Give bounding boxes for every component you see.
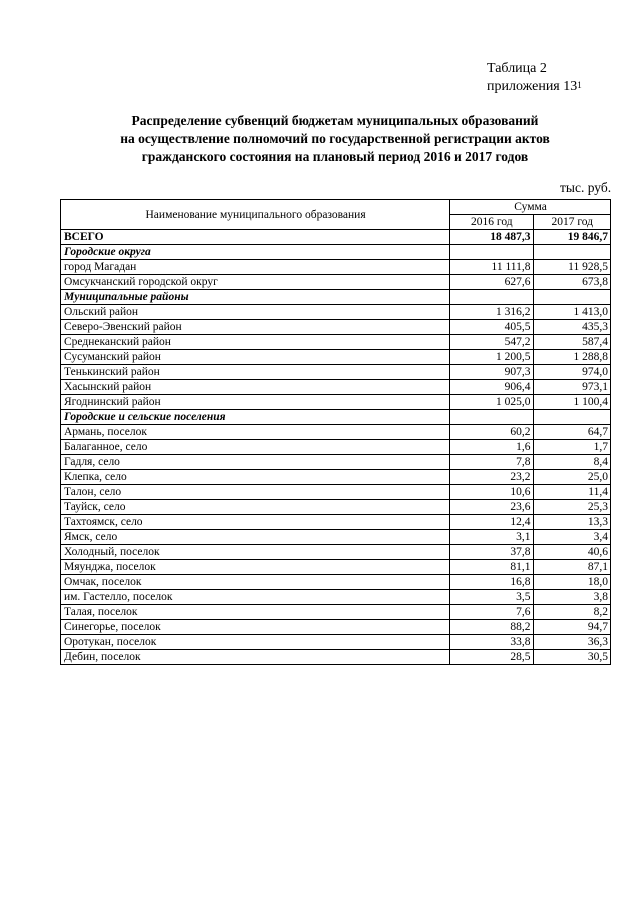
municipality-name: Омчак, поселок [61, 575, 450, 590]
appendix-superscript: 1 [577, 80, 582, 90]
amount-2017: 3,8 [533, 590, 611, 605]
amount-2017: 36,3 [533, 635, 611, 650]
section-empty-2016 [450, 245, 533, 260]
section-empty-2017 [533, 410, 611, 425]
municipality-name: Ольский район [61, 305, 450, 320]
currency-unit: тыс. руб. [560, 180, 612, 195]
amount-2016: 28,5 [450, 650, 533, 665]
section-header-row [61, 290, 611, 305]
municipality-name: Синегорье, поселок [61, 620, 450, 635]
table-header-row [61, 200, 611, 215]
amount-2016: 33,8 [450, 635, 533, 650]
header-2017: 2017 год [533, 215, 611, 230]
total-2017: 19 846,7 [533, 230, 611, 245]
amount-2016: 16,8 [450, 575, 533, 590]
appendix-line1: Таблица 2 [487, 61, 547, 76]
table-row [61, 275, 611, 290]
amount-2017: 973,1 [533, 380, 611, 395]
amount-2016: 405,5 [450, 320, 533, 335]
amount-2016: 3,5 [450, 590, 533, 605]
amount-2016: 1 025,0 [450, 395, 533, 410]
municipality-name: Омсукчанский городской округ [61, 275, 450, 290]
amount-2016: 1 316,2 [450, 305, 533, 320]
table-row [61, 425, 611, 440]
table-row [61, 335, 611, 350]
municipality-name: город Магадан [61, 260, 450, 275]
amount-2017: 435,3 [533, 320, 611, 335]
amount-2017: 1 413,0 [533, 305, 611, 320]
municipality-name: Северо-Эвенский район [61, 320, 450, 335]
municipality-name: им. Гастелло, поселок [61, 590, 450, 605]
table-row [61, 545, 611, 560]
municipality-name: Холодный, поселок [61, 545, 450, 560]
amount-2017: 8,2 [533, 605, 611, 620]
table-row [61, 350, 611, 365]
municipality-name: Среднеканский район [61, 335, 450, 350]
table-row [61, 560, 611, 575]
title-line-1: Распределение субвенций бюджетам муниципальных образований [131, 113, 539, 128]
appendix-label [487, 60, 582, 96]
municipality-name: Дебин, поселок [61, 650, 450, 665]
amount-2017: 87,1 [533, 560, 611, 575]
document-title [60, 112, 610, 166]
amount-2016: 547,2 [450, 335, 533, 350]
municipality-name: Сусуманский район [61, 350, 450, 365]
amount-2016: 37,8 [450, 545, 533, 560]
section-empty-2016 [450, 290, 533, 305]
amount-2017: 11 928,5 [533, 260, 611, 275]
title-line-2: на осуществление полномочий по государственной регистрации актов [120, 131, 550, 146]
table-row [61, 515, 611, 530]
amount-2016: 23,2 [450, 470, 533, 485]
amount-2016: 3,1 [450, 530, 533, 545]
table-row [61, 635, 611, 650]
amount-2016: 7,6 [450, 605, 533, 620]
municipality-name: Балаганное, село [61, 440, 450, 455]
amount-2017: 25,0 [533, 470, 611, 485]
table-row [61, 530, 611, 545]
header-sum: Сумма [450, 200, 611, 215]
amount-2017: 13,3 [533, 515, 611, 530]
amount-2016: 88,2 [450, 620, 533, 635]
amount-2016: 906,4 [450, 380, 533, 395]
municipality-name: Ямск, село [61, 530, 450, 545]
amount-2017: 18,0 [533, 575, 611, 590]
total-2016: 18 487,3 [450, 230, 533, 245]
table-row [61, 365, 611, 380]
amount-2017: 673,8 [533, 275, 611, 290]
amount-2017: 1 288,8 [533, 350, 611, 365]
table-row [61, 485, 611, 500]
amount-2017: 11,4 [533, 485, 611, 500]
table-row [61, 455, 611, 470]
section-empty-2017 [533, 245, 611, 260]
amount-2016: 60,2 [450, 425, 533, 440]
amount-2016: 12,4 [450, 515, 533, 530]
table-row [61, 620, 611, 635]
municipality-name: Талон, село [61, 485, 450, 500]
amount-2016: 10,6 [450, 485, 533, 500]
amount-2017: 40,6 [533, 545, 611, 560]
appendix-line2 [487, 78, 582, 96]
title-line-3: гражданского состояния на плановый период 2016 и 2017 годов [141, 149, 529, 164]
appendix-line2-text: приложения 13 [487, 79, 578, 94]
subvention-table [60, 199, 611, 665]
table-row [61, 305, 611, 320]
total-label: ВСЕГО [61, 230, 450, 245]
amount-2017: 64,7 [533, 425, 611, 440]
amount-2016: 81,1 [450, 560, 533, 575]
table-row [61, 590, 611, 605]
municipality-name: Армань, поселок [61, 425, 450, 440]
section-title: Муниципальные районы [61, 290, 450, 305]
amount-2017: 94,7 [533, 620, 611, 635]
amount-2016: 627,6 [450, 275, 533, 290]
table-row [61, 470, 611, 485]
section-header-row [61, 410, 611, 425]
table-row [61, 500, 611, 515]
table-row [61, 380, 611, 395]
table-row [61, 440, 611, 455]
table-row [61, 575, 611, 590]
amount-2017: 25,3 [533, 500, 611, 515]
section-empty-2017 [533, 290, 611, 305]
header-name: Наименование муниципального образования [61, 200, 450, 230]
amount-2017: 974,0 [533, 365, 611, 380]
table-row [61, 260, 611, 275]
table-row [61, 650, 611, 665]
table-row [61, 320, 611, 335]
amount-2017: 30,5 [533, 650, 611, 665]
section-title: Городские и сельские поселения [61, 410, 450, 425]
amount-2016: 11 111,8 [450, 260, 533, 275]
municipality-name: Тахтоямск, село [61, 515, 450, 530]
amount-2017: 3,4 [533, 530, 611, 545]
amount-2016: 1,6 [450, 440, 533, 455]
header-2016: 2016 год [450, 215, 533, 230]
table-row [61, 605, 611, 620]
municipality-name: Талая, поселок [61, 605, 450, 620]
municipality-name: Тенькинский район [61, 365, 450, 380]
section-empty-2016 [450, 410, 533, 425]
municipality-name: Мяунджа, поселок [61, 560, 450, 575]
municipality-name: Хасынский район [61, 380, 450, 395]
municipality-name: Клепка, село [61, 470, 450, 485]
amount-2017: 587,4 [533, 335, 611, 350]
amount-2017: 8,4 [533, 455, 611, 470]
amount-2017: 1,7 [533, 440, 611, 455]
municipality-name: Оротукан, поселок [61, 635, 450, 650]
amount-2017: 1 100,4 [533, 395, 611, 410]
table-row [61, 395, 611, 410]
section-title: Городские округа [61, 245, 450, 260]
amount-2016: 23,6 [450, 500, 533, 515]
municipality-name: Гадля, село [61, 455, 450, 470]
amount-2016: 907,3 [450, 365, 533, 380]
amount-2016: 7,8 [450, 455, 533, 470]
section-header-row [61, 245, 611, 260]
amount-2016: 1 200,5 [450, 350, 533, 365]
total-row [61, 230, 611, 245]
municipality-name: Тауйск, село [61, 500, 450, 515]
municipality-name: Ягоднинский район [61, 395, 450, 410]
